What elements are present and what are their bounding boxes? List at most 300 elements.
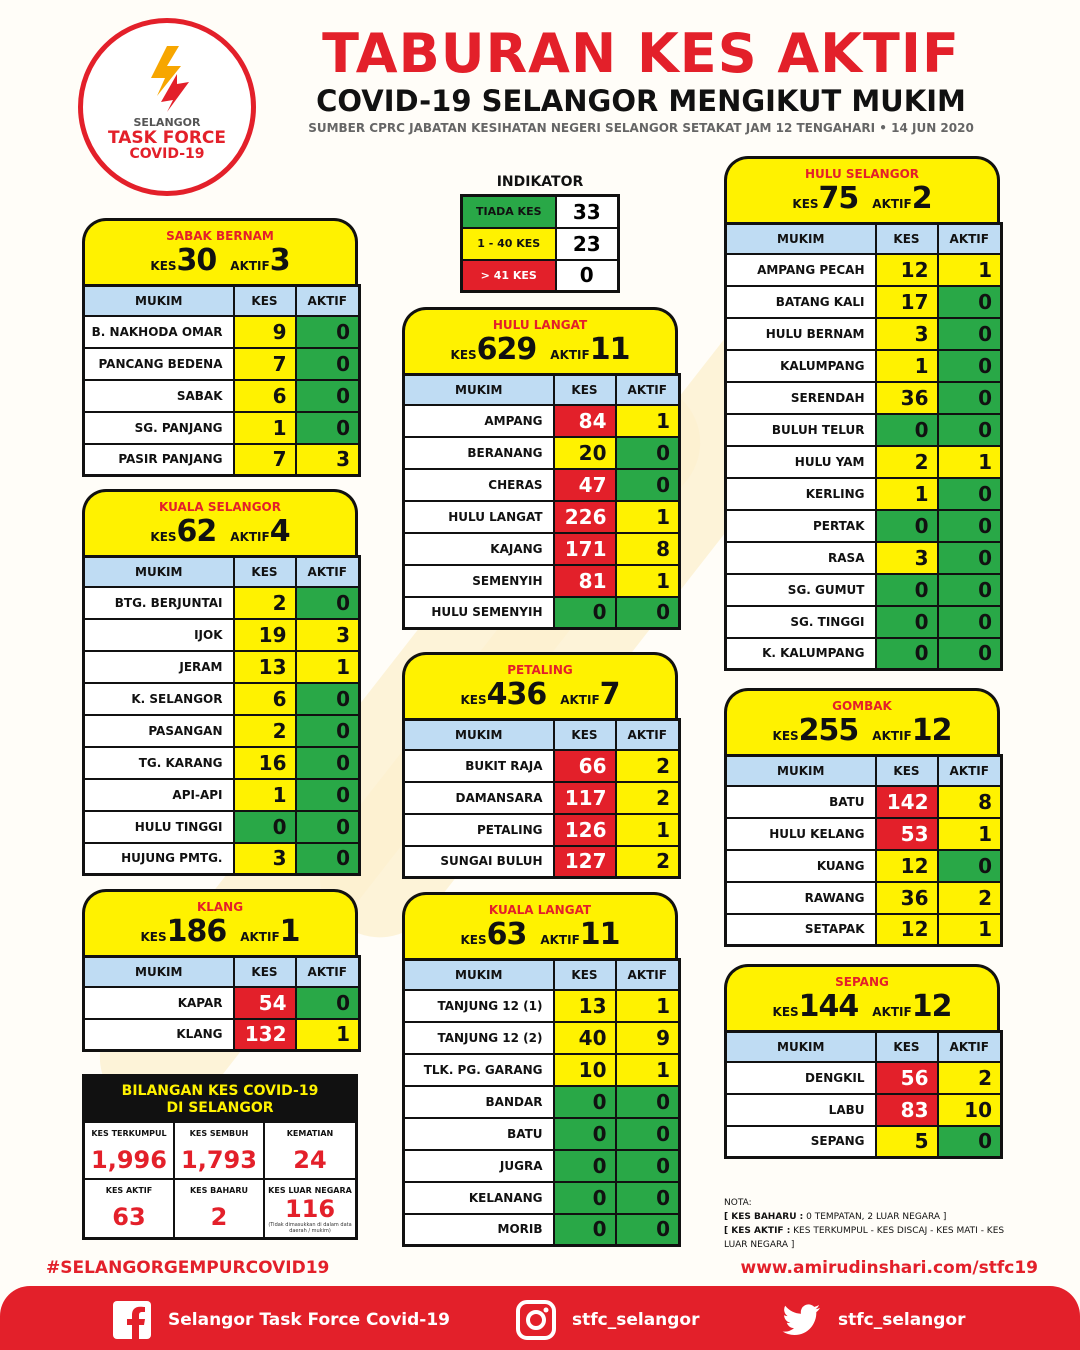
mukim-name: KALUMPANG [726, 350, 876, 382]
mukim-table [402, 373, 681, 630]
table-row [84, 1019, 360, 1051]
indicator-label: > 41 KES [462, 260, 556, 292]
district-stats [405, 917, 675, 952]
kes-value: 12 [876, 254, 938, 286]
mukim-name: HULU SEMENYIH [404, 597, 554, 629]
aktif-label: AKTIF [230, 530, 270, 544]
col-header-aktif: AKTIF [616, 960, 680, 990]
kes-value: 7 [234, 348, 296, 380]
facebook-link[interactable] [112, 1300, 450, 1340]
mukim-table [402, 718, 681, 879]
indicator-row [462, 228, 619, 260]
aktif-total: 11 [579, 917, 620, 952]
mukim-name: BTG. BERJUNTAI [84, 587, 234, 619]
table-row [726, 1094, 1002, 1126]
aktif-value: 0 [296, 412, 360, 444]
total-value: 24 [293, 1146, 327, 1174]
kes-value: 66 [554, 750, 616, 782]
aktif-value: 0 [938, 574, 1002, 606]
kes-value: 3 [876, 318, 938, 350]
district-card-petaling [402, 652, 678, 879]
kes-value: 3 [234, 843, 296, 875]
indicator-row [462, 260, 619, 292]
kes-value: 0 [554, 1214, 616, 1246]
mukim-name: PANCANG BEDENA [84, 348, 234, 380]
table-row [404, 501, 680, 533]
aktif-value: 0 [938, 606, 1002, 638]
indicator-table [460, 194, 620, 293]
kes-label: KES [150, 530, 177, 544]
kes-value: 17 [876, 286, 938, 318]
mukim-name: BATU [726, 786, 876, 818]
aktif-value: 2 [938, 882, 1002, 914]
table-row [84, 683, 360, 715]
aktif-total: 11 [589, 332, 630, 367]
district-card-gombak [724, 688, 1000, 947]
mukim-name: KELANANG [404, 1182, 554, 1214]
aktif-value: 2 [616, 846, 680, 878]
mukim-table [724, 222, 1003, 671]
col-header-kes: KES [234, 557, 296, 587]
district-card-sepang [724, 964, 1000, 1159]
kes-value: 7 [234, 444, 296, 476]
district-card-hulu-selangor [724, 156, 1000, 671]
mukim-table [82, 555, 361, 876]
aktif-label: AKTIF [540, 933, 580, 947]
col-header-mukim: MUKIM [404, 960, 554, 990]
indicator-row [462, 196, 619, 228]
kes-value: 53 [876, 818, 938, 850]
indicator-value: 33 [556, 196, 619, 228]
kes-value: 1 [876, 478, 938, 510]
table-header-row [726, 756, 1002, 786]
table-row [84, 412, 360, 444]
mukim-name: DENGKIL [726, 1062, 876, 1094]
kes-value: 0 [876, 574, 938, 606]
total-cell-baharu [175, 1180, 265, 1237]
col-header-mukim: MUKIM [84, 286, 234, 316]
total-label: KES TERKUMPUL [91, 1129, 167, 1138]
kes-value: 10 [554, 1054, 616, 1086]
kes-label: KES [460, 693, 487, 707]
table-row [726, 818, 1002, 850]
total-cell-sembuh [175, 1123, 265, 1180]
total-value: 63 [112, 1203, 146, 1231]
table-row [726, 382, 1002, 414]
table-row [404, 1118, 680, 1150]
mukim-name: KERLING [726, 478, 876, 510]
kes-value: 132 [234, 1019, 296, 1051]
district-header [402, 652, 678, 718]
kes-value: 2 [876, 446, 938, 478]
table-row [726, 478, 1002, 510]
table-row [404, 1022, 680, 1054]
lightning-bolt-icon [137, 44, 197, 114]
aktif-value: 3 [296, 619, 360, 651]
table-header-row [404, 375, 680, 405]
table-row [84, 380, 360, 412]
col-header-aktif: AKTIF [296, 286, 360, 316]
table-row [404, 597, 680, 629]
aktif-value: 1 [616, 1054, 680, 1086]
logo-covid-text: COVID-19 [129, 145, 205, 162]
logo-state-text: SELANGOR [133, 115, 201, 129]
mukim-name: SETAPAK [726, 914, 876, 946]
table-row [726, 638, 1002, 670]
aktif-total: 1 [279, 914, 300, 949]
total-value: 1,793 [181, 1146, 257, 1174]
kes-value: 117 [554, 782, 616, 814]
kes-value: 126 [554, 814, 616, 846]
aktif-value: 1 [296, 651, 360, 683]
district-stats [405, 332, 675, 367]
kes-total: 186 [166, 914, 227, 949]
col-header-kes: KES [234, 286, 296, 316]
mukim-name: BULUH TELUR [726, 414, 876, 446]
kes-value: 0 [876, 606, 938, 638]
district-name: HULU SELANGOR [804, 167, 920, 181]
mukim-name: SUNGAI BULUH [404, 846, 554, 878]
col-header-kes: KES [876, 224, 938, 254]
total-value: 1,996 [91, 1146, 167, 1174]
district-header [82, 218, 358, 284]
table-row [404, 990, 680, 1022]
kes-value: 19 [234, 619, 296, 651]
district-header [82, 889, 358, 955]
mukim-name: LABU [726, 1094, 876, 1126]
kes-value: 56 [876, 1062, 938, 1094]
aktif-value: 0 [938, 850, 1002, 882]
district-name: SEPANG [835, 975, 889, 989]
aktif-value: 1 [938, 446, 1002, 478]
mukim-name: TG. KARANG [84, 747, 234, 779]
col-header-mukim: MUKIM [726, 1032, 876, 1062]
kes-total: 436 [486, 677, 547, 712]
totals-title-line-2: DI SELANGOR [166, 1100, 274, 1116]
mukim-name: BANDAR [404, 1086, 554, 1118]
mukim-name: K. SELANGOR [84, 683, 234, 715]
aktif-value: 0 [616, 1086, 680, 1118]
notes [724, 1196, 1024, 1252]
aktif-value: 0 [938, 286, 1002, 318]
mukim-name: PERTAK [726, 510, 876, 542]
mukim-name: SG. GUMUT [726, 574, 876, 606]
col-header-kes: KES [554, 375, 616, 405]
aktif-total: 7 [599, 677, 620, 712]
aktif-value: 0 [616, 1182, 680, 1214]
mukim-name: BERANANG [404, 437, 554, 469]
mukim-name: HULU LANGAT [404, 501, 554, 533]
twitter-link[interactable] [782, 1300, 966, 1340]
table-row [726, 606, 1002, 638]
district-name: GOMBAK [832, 699, 892, 713]
col-header-aktif: AKTIF [296, 557, 360, 587]
table-row [726, 1062, 1002, 1094]
notes-line [724, 1224, 1024, 1252]
mukim-name: PETALING [404, 814, 554, 846]
col-header-mukim: MUKIM [404, 720, 554, 750]
table-header-row [726, 224, 1002, 254]
kes-value: 0 [876, 510, 938, 542]
total-label: KES SEMBUH [189, 1129, 249, 1138]
district-stats [405, 677, 675, 712]
table-header-row [84, 557, 360, 587]
table-row [726, 542, 1002, 574]
notes-line [724, 1210, 1024, 1224]
col-header-aktif: AKTIF [938, 1032, 1002, 1062]
mukim-table [402, 958, 681, 1247]
kes-label: KES [792, 197, 819, 211]
aktif-value: 10 [938, 1094, 1002, 1126]
aktif-value: 1 [616, 405, 680, 437]
mukim-name: HULU YAM [726, 446, 876, 478]
kes-label: KES [772, 1005, 799, 1019]
website-link[interactable]: www.amirudinshari.com/stfc19 [740, 1258, 1038, 1278]
table-row [84, 747, 360, 779]
kes-value: 47 [554, 469, 616, 501]
aktif-total: 3 [269, 243, 290, 278]
col-header-kes: KES [554, 960, 616, 990]
aktif-value: 0 [616, 1150, 680, 1182]
kes-value: 36 [876, 382, 938, 414]
mukim-name: MORIB [404, 1214, 554, 1246]
aktif-label: AKTIF [230, 259, 270, 273]
table-header-row [84, 286, 360, 316]
aktif-total: 12 [911, 713, 952, 748]
col-header-kes: KES [234, 957, 296, 987]
kes-value: 9 [234, 316, 296, 348]
aktif-value: 0 [296, 348, 360, 380]
kes-value: 81 [554, 565, 616, 597]
table-row [404, 1086, 680, 1118]
kes-value: 16 [234, 747, 296, 779]
aktif-value: 9 [616, 1022, 680, 1054]
instagram-link[interactable] [516, 1300, 700, 1340]
aktif-value: 0 [296, 811, 360, 843]
table-row [404, 814, 680, 846]
table-row [404, 846, 680, 878]
col-header-aktif: AKTIF [296, 957, 360, 987]
kes-total: 62 [176, 514, 217, 549]
col-header-kes: KES [554, 720, 616, 750]
hashtag: #SELANGORGEMPURCOVID19 [46, 1258, 330, 1278]
kes-label: KES [460, 933, 487, 947]
aktif-value: 0 [296, 380, 360, 412]
district-header [82, 489, 358, 555]
col-header-kes: KES [876, 1032, 938, 1062]
mukim-table [82, 955, 361, 1052]
total-label: KES LUAR NEGARA [268, 1186, 352, 1195]
kes-value: 1 [234, 412, 296, 444]
mukim-name: BUKIT RAJA [404, 750, 554, 782]
district-header [724, 688, 1000, 754]
mukim-name: PASIR PANJANG [84, 444, 234, 476]
mukim-name: K. KALUMPANG [726, 638, 876, 670]
table-row [84, 348, 360, 380]
total-cell-terkumpul [85, 1123, 175, 1180]
aktif-label: AKTIF [872, 1005, 912, 1019]
total-value: 116 [284, 1195, 336, 1223]
mukim-name: JERAM [84, 651, 234, 683]
indicator-value: 0 [556, 260, 619, 292]
mukim-name: API-API [84, 779, 234, 811]
aktif-value: 1 [938, 818, 1002, 850]
facebook-icon [112, 1300, 152, 1340]
kes-total: 629 [476, 332, 537, 367]
district-card-sabak-bernam [82, 218, 358, 477]
kes-value: 13 [554, 990, 616, 1022]
col-header-mukim: MUKIM [726, 756, 876, 786]
mukim-table [724, 754, 1003, 947]
total-cell-luar-negara [265, 1180, 355, 1237]
district-card-hulu-langat [402, 307, 678, 630]
mukim-table [724, 1030, 1003, 1159]
aktif-value: 1 [616, 814, 680, 846]
notes-line-key: [ KES AKTIF : [724, 1226, 791, 1236]
mukim-name: JUGRA [404, 1150, 554, 1182]
kes-value: 2 [234, 715, 296, 747]
table-row [404, 533, 680, 565]
aktif-value: 1 [616, 565, 680, 597]
aktif-value: 0 [938, 510, 1002, 542]
table-row [404, 565, 680, 597]
district-card-kuala-selangor [82, 489, 358, 876]
kes-total: 30 [176, 243, 217, 278]
kes-value: 83 [876, 1094, 938, 1126]
mukim-name: SERENDAH [726, 382, 876, 414]
mukim-name: AMPANG PECAH [726, 254, 876, 286]
mukim-name: SEPANG [726, 1126, 876, 1158]
aktif-value: 1 [296, 1019, 360, 1051]
mukim-name: TLK. PG. GARANG [404, 1054, 554, 1086]
mukim-name: HULU BERNAM [726, 318, 876, 350]
facebook-handle: Selangor Task Force Covid-19 [168, 1310, 451, 1330]
table-row [404, 1150, 680, 1182]
table-row [726, 350, 1002, 382]
kes-total: 63 [486, 917, 527, 952]
aktif-value: 0 [938, 542, 1002, 574]
district-card-klang [82, 889, 358, 1052]
kes-total: 75 [818, 181, 859, 216]
mukim-name: DAMANSARA [404, 782, 554, 814]
mukim-name: CHERAS [404, 469, 554, 501]
total-cell-kematian [265, 1123, 355, 1180]
table-row [84, 811, 360, 843]
notes-title: NOTA: [724, 1198, 752, 1208]
table-row [726, 446, 1002, 478]
aktif-value: 1 [938, 914, 1002, 946]
table-row [404, 1054, 680, 1086]
district-stats [727, 713, 997, 748]
col-header-mukim: MUKIM [84, 557, 234, 587]
total-label: KES BAHARU [189, 1186, 249, 1195]
notes-line-text: KES TERKUMPUL - KES DISCAJ - KES MATI - KES LUAR NEGARA ] [724, 1226, 1005, 1250]
table-header-row [404, 960, 680, 990]
district-name: PETALING [507, 663, 573, 677]
col-header-aktif: AKTIF [616, 720, 680, 750]
mukim-name: AMPANG [404, 405, 554, 437]
table-row [404, 782, 680, 814]
kes-label: KES [450, 348, 477, 362]
table-row [726, 882, 1002, 914]
mukim-name: TANJUNG 12 (2) [404, 1022, 554, 1054]
instagram-icon [516, 1300, 556, 1340]
aktif-value: 0 [296, 747, 360, 779]
table-row [84, 843, 360, 875]
table-row [726, 1126, 1002, 1158]
mukim-name: BATANG KALI [726, 286, 876, 318]
indicator-label: TIADA KES [462, 196, 556, 228]
district-stats [85, 243, 355, 278]
instagram-handle: stfc_selangor [572, 1310, 700, 1330]
district-stats [85, 914, 355, 949]
aktif-value: 0 [938, 382, 1002, 414]
kes-label: KES [140, 930, 167, 944]
district-stats [727, 181, 997, 216]
kes-value: 0 [234, 811, 296, 843]
page-subtitle: COVID-19 SELANGOR MENGIKUT MUKIM [316, 84, 966, 118]
table-row [84, 715, 360, 747]
aktif-value: 1 [938, 254, 1002, 286]
mukim-name: IJOK [84, 619, 234, 651]
kes-label: KES [150, 259, 177, 273]
mukim-name: HUJUNG PMTG. [84, 843, 234, 875]
kes-total: 255 [798, 713, 859, 748]
kes-label: KES [772, 729, 799, 743]
aktif-value: 0 [296, 779, 360, 811]
mukim-name: HULU KELANG [726, 818, 876, 850]
aktif-value: 0 [296, 587, 360, 619]
indicator-label: 1 - 40 KES [462, 228, 556, 260]
total-cell-aktif [85, 1180, 175, 1237]
aktif-total: 4 [269, 514, 290, 549]
table-row [84, 779, 360, 811]
kes-value: 12 [876, 914, 938, 946]
source-line: SUMBER CPRC JABATAN KESIHATAN NEGERI SELANGOR SETAKAT JAM 12 TENGAHARI • 14 JUN 2020 [308, 121, 974, 135]
total-value: 2 [210, 1203, 228, 1231]
mukim-name: HULU TINGGI [84, 811, 234, 843]
kes-value: 1 [234, 779, 296, 811]
kes-value: 5 [876, 1126, 938, 1158]
mukim-name: SG. PANJANG [84, 412, 234, 444]
aktif-value: 0 [938, 350, 1002, 382]
col-header-kes: KES [876, 756, 938, 786]
district-header [724, 156, 1000, 222]
district-name: SABAK BERNAM [166, 229, 274, 243]
kes-value: 127 [554, 846, 616, 878]
table-row [726, 914, 1002, 946]
kes-value: 0 [554, 1182, 616, 1214]
kes-value: 54 [234, 987, 296, 1019]
mukim-name: SG. TINGGI [726, 606, 876, 638]
indicator-value: 23 [556, 228, 619, 260]
col-header-aktif: AKTIF [938, 224, 1002, 254]
aktif-label: AKTIF [240, 930, 280, 944]
kes-value: 13 [234, 651, 296, 683]
kes-total: 144 [798, 989, 859, 1024]
table-row [404, 750, 680, 782]
aktif-label: AKTIF [872, 197, 912, 211]
table-row [84, 651, 360, 683]
footer-bar [0, 1286, 1080, 1350]
kes-value: 1 [876, 350, 938, 382]
kes-value: 0 [554, 1086, 616, 1118]
kes-value: 6 [234, 683, 296, 715]
total-note: (Tidak dimasukkan di dalam data daerah / mukim) [268, 1222, 352, 1234]
district-stats [85, 514, 355, 549]
total-label: KES AKTIF [105, 1186, 153, 1195]
mukim-name: KUANG [726, 850, 876, 882]
